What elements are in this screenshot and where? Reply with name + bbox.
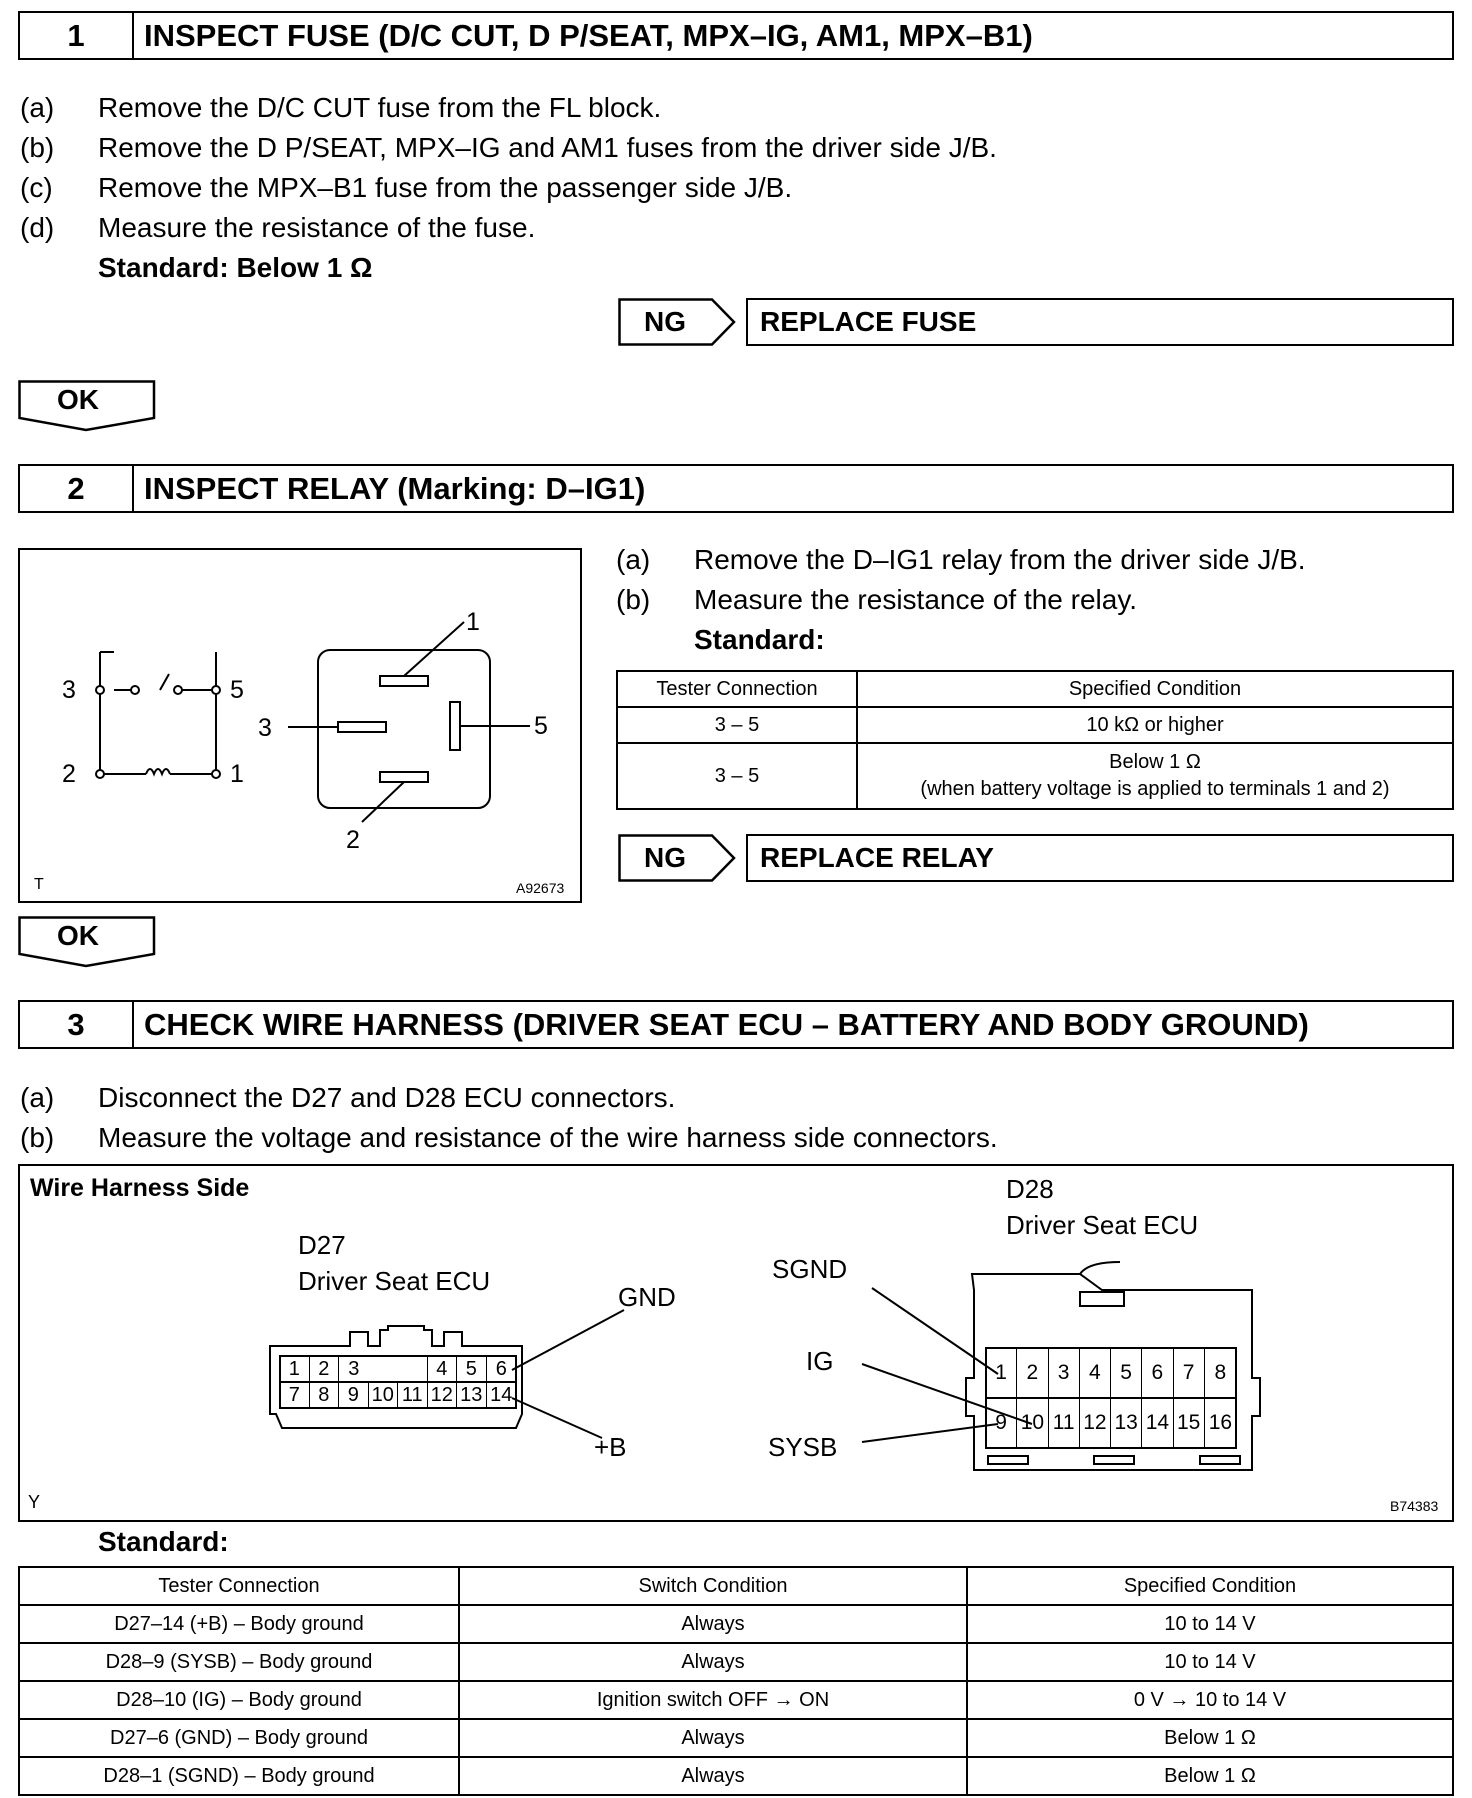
table-cell: D27–14 (+B) – Body ground	[19, 1605, 459, 1643]
terminal-label: 1	[466, 608, 480, 636]
step-label: (b)	[20, 132, 55, 163]
terminal-label: 3	[258, 714, 272, 742]
section-number: 1	[20, 13, 134, 58]
table-header: Tester Connection	[19, 1567, 459, 1605]
table-cell: Below 1 Ω	[967, 1757, 1453, 1795]
pin-label: 12	[1080, 1398, 1111, 1448]
table-cell: D28–1 (SGND) – Body ground	[19, 1757, 459, 1795]
table-cell: D27–6 (GND) – Body ground	[19, 1719, 459, 1757]
terminal-label: 3	[62, 676, 76, 704]
table-cell: 3 – 5	[617, 707, 857, 743]
table-cell: D28–10 (IG) – Body ground	[19, 1681, 459, 1719]
pin-row	[986, 1348, 1236, 1398]
step-text: Disconnect the D27 and D28 ECU connectors.	[98, 1082, 676, 1113]
table-header-row	[19, 1567, 1453, 1605]
pin-label: 4	[1080, 1348, 1111, 1398]
pin-gap	[398, 1356, 428, 1382]
step-label: (a)	[20, 1082, 55, 1113]
table-header: Specified Condition	[857, 671, 1453, 707]
pin-label: 10	[1017, 1398, 1048, 1448]
table-row	[617, 743, 1453, 809]
pin-label: 16	[1208, 1411, 1233, 1434]
standard-text: Standard:	[694, 624, 825, 655]
terminal-label: 1	[230, 760, 244, 788]
pin-label: 13	[1111, 1398, 1142, 1448]
table-cell: Always	[459, 1605, 967, 1643]
table-cell: D28–9 (SYSB) – Body ground	[19, 1643, 459, 1681]
pin-label: 13	[457, 1382, 487, 1408]
step-label: (b)	[20, 1122, 55, 1153]
table-cell: 10 to 14 V	[967, 1605, 1453, 1643]
pin-label: 5	[1111, 1348, 1142, 1398]
pin-label: 3	[348, 1358, 360, 1380]
cell-line: Below 1 Ω	[1109, 751, 1201, 773]
connector-diagram	[20, 1166, 1450, 1518]
section-title: CHECK WIRE HARNESS (DRIVER SEAT ECU – BATTERY AND BODY GROUND)	[144, 1006, 1309, 1042]
table-header-row	[617, 671, 1453, 707]
pin-label: 15	[1174, 1398, 1205, 1448]
pin-label: 1	[986, 1348, 1017, 1398]
pin-label: 6	[1142, 1348, 1173, 1398]
ok-label: OK	[57, 920, 99, 951]
table-cell: Below 1 Ω	[967, 1719, 1453, 1757]
pin-label: 14	[1142, 1398, 1173, 1448]
section-3-header	[18, 1000, 1454, 1049]
connector-name: Driver Seat ECU	[1006, 1210, 1199, 1240]
table-header: Tester Connection	[617, 671, 857, 707]
terminal-label: 5	[230, 676, 244, 704]
table-row	[19, 1681, 1453, 1719]
pin-label: 7	[1174, 1348, 1205, 1398]
table-cell: Always	[459, 1757, 967, 1795]
section-2-header	[18, 464, 1454, 513]
terminal-label: 2	[346, 826, 360, 854]
table-cell: 10 to 14 V	[967, 1643, 1453, 1681]
figure-code: B74383	[1390, 1498, 1439, 1514]
standard-text: Standard:	[98, 1526, 229, 1557]
step-label: (c)	[20, 172, 53, 203]
ok-label: OK	[57, 384, 99, 415]
relay-standard-table	[616, 670, 1454, 810]
ok-tag-2	[18, 916, 158, 968]
section-number: 3	[20, 1002, 134, 1047]
wire-label-b: +B	[594, 1432, 627, 1462]
d28-pin-grid	[986, 1348, 1236, 1448]
figure-heading: Wire Harness Side	[30, 1174, 250, 1202]
pin-label: 9	[339, 1382, 369, 1408]
pin-label: 5	[457, 1356, 487, 1382]
ng-result-text: REPLACE FUSE	[746, 298, 1454, 346]
step-label: (d)	[20, 212, 55, 243]
table-row	[19, 1719, 1453, 1757]
pin-label: 6	[495, 1358, 507, 1380]
pin-label: 7	[280, 1382, 310, 1408]
table-cell: 0 V → 10 to 14 V	[967, 1681, 1453, 1719]
ng-tag	[618, 298, 736, 346]
step-text: Remove the MPX–B1 fuse from the passenger side J/B.	[98, 172, 793, 203]
section-title: INSPECT RELAY (Marking: D–IG1)	[144, 470, 646, 506]
ok-tag-1	[18, 380, 158, 432]
table-cell: Always	[459, 1643, 967, 1681]
pin-label: 12	[428, 1382, 458, 1408]
harness-standard-table	[18, 1566, 1454, 1796]
wire-label-ig: IG	[806, 1346, 834, 1376]
table-cell: 10 kΩ or higher	[857, 707, 1453, 743]
step-text: Remove the D–IG1 relay from the driver side J/B.	[694, 544, 1306, 575]
cell-note: (when battery voltage is applied to terminals 1 and 2)	[920, 778, 1390, 800]
wire-label-gnd: GND	[618, 1282, 676, 1312]
pin-label: 14	[490, 1384, 513, 1406]
step-text: Remove the D P/SEAT, MPX–IG and AM1 fuses from the driver side J/B.	[98, 132, 997, 163]
step-label: (b)	[616, 584, 651, 615]
ng-result-2	[618, 834, 1454, 882]
wire-label-sgnd: SGND	[772, 1254, 848, 1284]
section-title: INSPECT FUSE (D/C CUT, D P/SEAT, MPX–IG, AM1, MPX–B1)	[144, 17, 1033, 53]
table-cell: 3 – 5	[617, 743, 857, 809]
figure-code: A92673	[516, 880, 565, 896]
connector-name: Driver Seat ECU	[298, 1266, 491, 1296]
pin-row	[280, 1382, 516, 1408]
connector-id: D27	[298, 1230, 346, 1260]
ng-result-text: REPLACE RELAY	[746, 834, 1454, 882]
step-text: Remove the D/C CUT fuse from the FL block.	[98, 92, 662, 123]
ng-tag	[618, 834, 736, 882]
section-number: 2	[20, 466, 134, 511]
pin-label: 1	[280, 1356, 310, 1382]
pin-label: 11	[1049, 1398, 1080, 1448]
table-row	[617, 707, 1453, 743]
table-cell: Ignition switch OFF → ON	[459, 1681, 967, 1719]
table-header: Switch Condition	[459, 1567, 967, 1605]
step-label: (a)	[616, 544, 651, 575]
standard-text: Standard: Below 1 Ω	[98, 252, 373, 283]
table-cell: Always	[459, 1719, 967, 1757]
pin-label: 3	[1049, 1348, 1080, 1398]
pin-row	[986, 1398, 1236, 1448]
pin-label: 8	[1214, 1361, 1227, 1384]
ng-label: NG	[644, 842, 686, 873]
table-cell	[857, 743, 1453, 809]
pin-label: 8	[310, 1382, 340, 1408]
step-text: Measure the voltage and resistance of the wire harness side connectors.	[98, 1122, 998, 1153]
wire-harness-figure	[18, 1164, 1454, 1522]
figure-corner-mark: T	[34, 876, 44, 893]
pin-gap	[369, 1356, 399, 1382]
relay-figure	[18, 548, 582, 903]
pin-label: 11	[398, 1382, 428, 1408]
pin-label: 4	[428, 1356, 458, 1382]
table-row	[19, 1605, 1453, 1643]
pin-label: 2	[310, 1356, 340, 1382]
table-header: Specified Condition	[967, 1567, 1453, 1605]
table-row	[19, 1643, 1453, 1681]
terminal-label: 2	[62, 760, 76, 788]
terminal-label: 5	[534, 712, 548, 740]
step-label: (a)	[20, 92, 55, 123]
pin-label: 2	[1017, 1348, 1048, 1398]
connector-id: D28	[1006, 1174, 1054, 1204]
relay-diagram	[20, 550, 580, 900]
figure-corner-mark: Y	[28, 1492, 41, 1512]
wire-label-sysb: SYSB	[768, 1432, 838, 1462]
ng-result-1	[618, 298, 1454, 346]
pin-label: 10	[369, 1382, 399, 1408]
ng-label: NG	[644, 306, 686, 337]
step-text: Measure the resistance of the relay.	[694, 584, 1138, 615]
pin-label: 9	[986, 1398, 1017, 1448]
table-row	[19, 1757, 1453, 1795]
pin-row	[280, 1356, 516, 1382]
section-1-header	[18, 11, 1454, 60]
step-text: Measure the resistance of the fuse.	[98, 212, 536, 243]
d27-pin-grid	[280, 1356, 516, 1408]
